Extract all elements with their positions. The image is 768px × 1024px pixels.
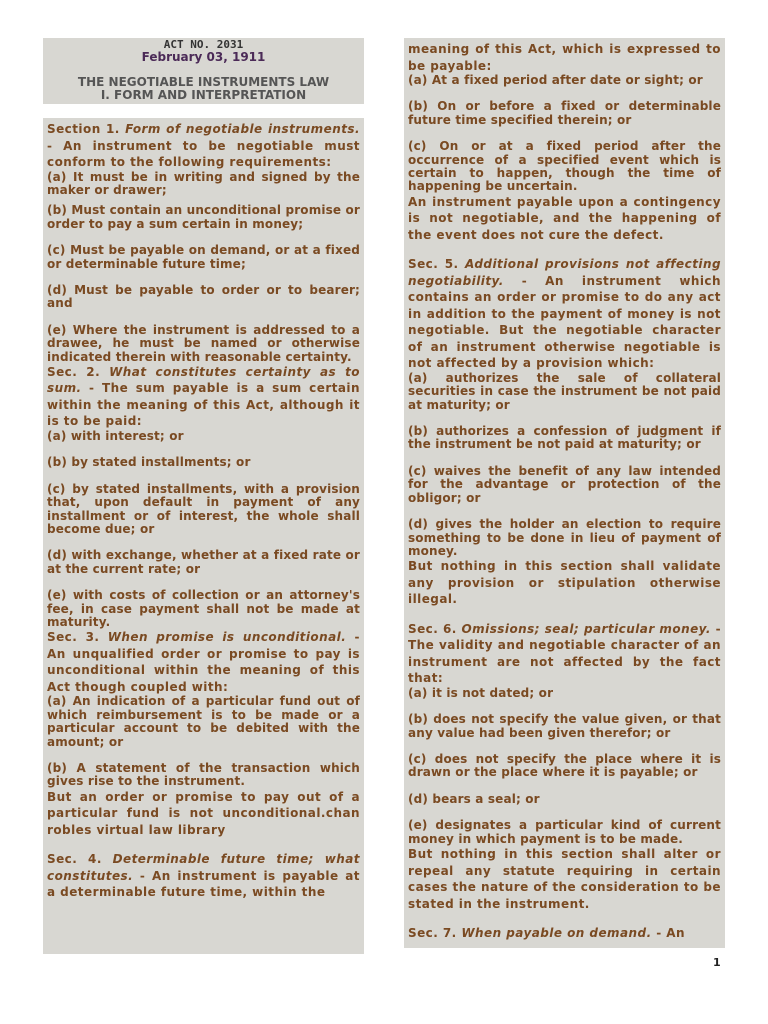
clause: (b) A statement of the transaction which gives rise to the instrument.: [47, 761, 360, 789]
clause: (d) gives the holder an election to require something to be done in lieu of payment of money.: [408, 517, 721, 558]
clause: (c) does not specify the place where it is drawn or the place where it is payable; or: [408, 752, 721, 780]
document-header: [43, 38, 364, 104]
section-6-heading: [408, 621, 721, 687]
proviso: But nothing in this section shall validate any provision or stipulation otherwise illegal.: [408, 559, 721, 607]
section-3-heading: [47, 629, 360, 695]
clause: (e) designates a particular kind of current money in which payment is to be made.: [408, 818, 721, 846]
clause: (a) it is not dated; or: [408, 685, 554, 700]
section-number: Sec. 7.: [408, 926, 457, 941]
proviso: But nothing in this section shall alter or repeal any statute requiring in certain cases the nature of the consideration to be stated in the instrument.: [408, 847, 721, 911]
act-date: February 03, 1911: [141, 50, 266, 64]
clause: (c) Must be payable on demand, or at a fixed or determinable future time;: [47, 243, 360, 271]
right-column: [404, 38, 725, 948]
clause: (d) bears a seal; or: [408, 791, 540, 806]
section-number: Sec. 6.: [408, 621, 457, 636]
section-number: Sec. 5.: [408, 257, 459, 272]
clause: (d) with exchange, whether at a fixed rate or at the current rate; or: [47, 548, 360, 576]
section-title: Determinable future time; what constitutes.: [47, 852, 360, 883]
section-intro: An instrument to be negotiable must conform to the following requirements:: [47, 138, 360, 169]
section-5-heading: [408, 256, 721, 372]
section-intro: - An instrument which contains an order or promise to do any act in addition to the payment of money is not negotiable. But the negotiable character of an instrument otherwise negotiable is not affected by a provision which:: [408, 273, 721, 371]
section-title: When promise is unconditional.: [107, 630, 347, 645]
clause: (a) authorizes the sale of collateral securities in case the instrument be not paid at maturity; or: [408, 370, 721, 412]
section-number: Sec. 2.: [47, 364, 101, 379]
section-1-heading: [47, 121, 360, 171]
section-dash: -: [710, 621, 721, 636]
section-intro: - The sum payable is a sum certain within the meaning of this Act, although it is to be paid:: [47, 381, 360, 429]
section-2-heading: [47, 364, 360, 430]
section-title: What constitutes certainty as to sum.: [47, 364, 360, 396]
section-title: Form of negotiable instruments.: [125, 122, 360, 136]
section-4-continued: meaning of this Act, which is expressed to be payable:: [408, 42, 721, 73]
section-title: Omissions; seal; particular money.: [461, 621, 711, 636]
proviso: An instrument payable upon a contingency is not negotiable, and the happening of the event does not cure the defect.: [408, 194, 721, 242]
section-dash: -: [47, 138, 53, 153]
section-title: Additional provisions not affecting negotiability.: [408, 257, 721, 288]
section-4-heading: [47, 851, 360, 901]
section-7-heading: [408, 925, 721, 942]
law-title: THE NEGOTIABLE INSTRUMENTS LAW: [77, 75, 330, 89]
section-intro: The validity and negotiable character of an instrument are not affected by the fact that:: [408, 638, 721, 686]
clause: (a) with interest; or: [47, 428, 184, 443]
clause: (a) An indication of a particular fund out of which reimbursement is to be made or a particular account to be debited with the amount; or: [47, 694, 360, 749]
page-number: 1: [713, 956, 721, 969]
clause: (d) Must be payable to order or to bearer; and: [47, 282, 360, 311]
clause: (b) by stated installments; or: [47, 455, 251, 470]
clause: (b) Must contain an unconditional promise or order to pay a sum certain in money;: [47, 203, 360, 231]
clause: (b) authorizes a confession of judgment if the instrument be not paid at maturity; or: [408, 424, 721, 452]
clause: (a) It must be in writing and signed by the maker or drawer;: [47, 169, 360, 197]
clause: (c) by stated installments, with a provision that, upon default in payment of any installment or of interest, the whole shall become due; or: [47, 481, 360, 536]
section-number: Sec. 3.: [47, 630, 100, 645]
clause: (a) At a fixed period after date or sight; or: [408, 73, 703, 87]
section-intro: - An instrument is payable at a determinable future time, within the: [47, 868, 360, 900]
left-column: [43, 118, 364, 954]
section-title: When payable on demand.: [461, 926, 652, 941]
clause: (e) Where the instrument is addressed to a drawee, he must be named or otherwise indicated therein with reasonable certainty.: [47, 322, 360, 364]
section-number: Sec. 4.: [47, 852, 102, 867]
act-number: ACT NO. 2031: [163, 38, 244, 51]
section-number: Section 1.: [47, 122, 120, 136]
section-intro: - An unqualified order or promise to pay is unconditional within the meaning of this Act though coupled with:: [47, 630, 360, 694]
clause: (c) waives the benefit of any law intended for the advantage or protection of the obligor; or: [408, 463, 721, 505]
clause: (b) does not specify the value given, or that any value had been given therefor; or: [408, 712, 721, 740]
clause: (c) On or at a fixed period after the occurrence of a specified event which is certain to happen, though the time of happening be uncertain.: [408, 139, 721, 194]
proviso: But an order or promise to pay out of a particular fund is not unconditional.chan robles virtual law library: [47, 789, 360, 837]
section-intro: - An: [651, 926, 685, 941]
part-title: I. FORM AND INTERPRETATION: [100, 88, 307, 102]
clause: (b) On or before a fixed or determinable future time specified therein; or: [408, 99, 721, 127]
clause: (e) with costs of collection or an attorney's fee, in case payment shall not be made at maturity.: [47, 588, 360, 630]
